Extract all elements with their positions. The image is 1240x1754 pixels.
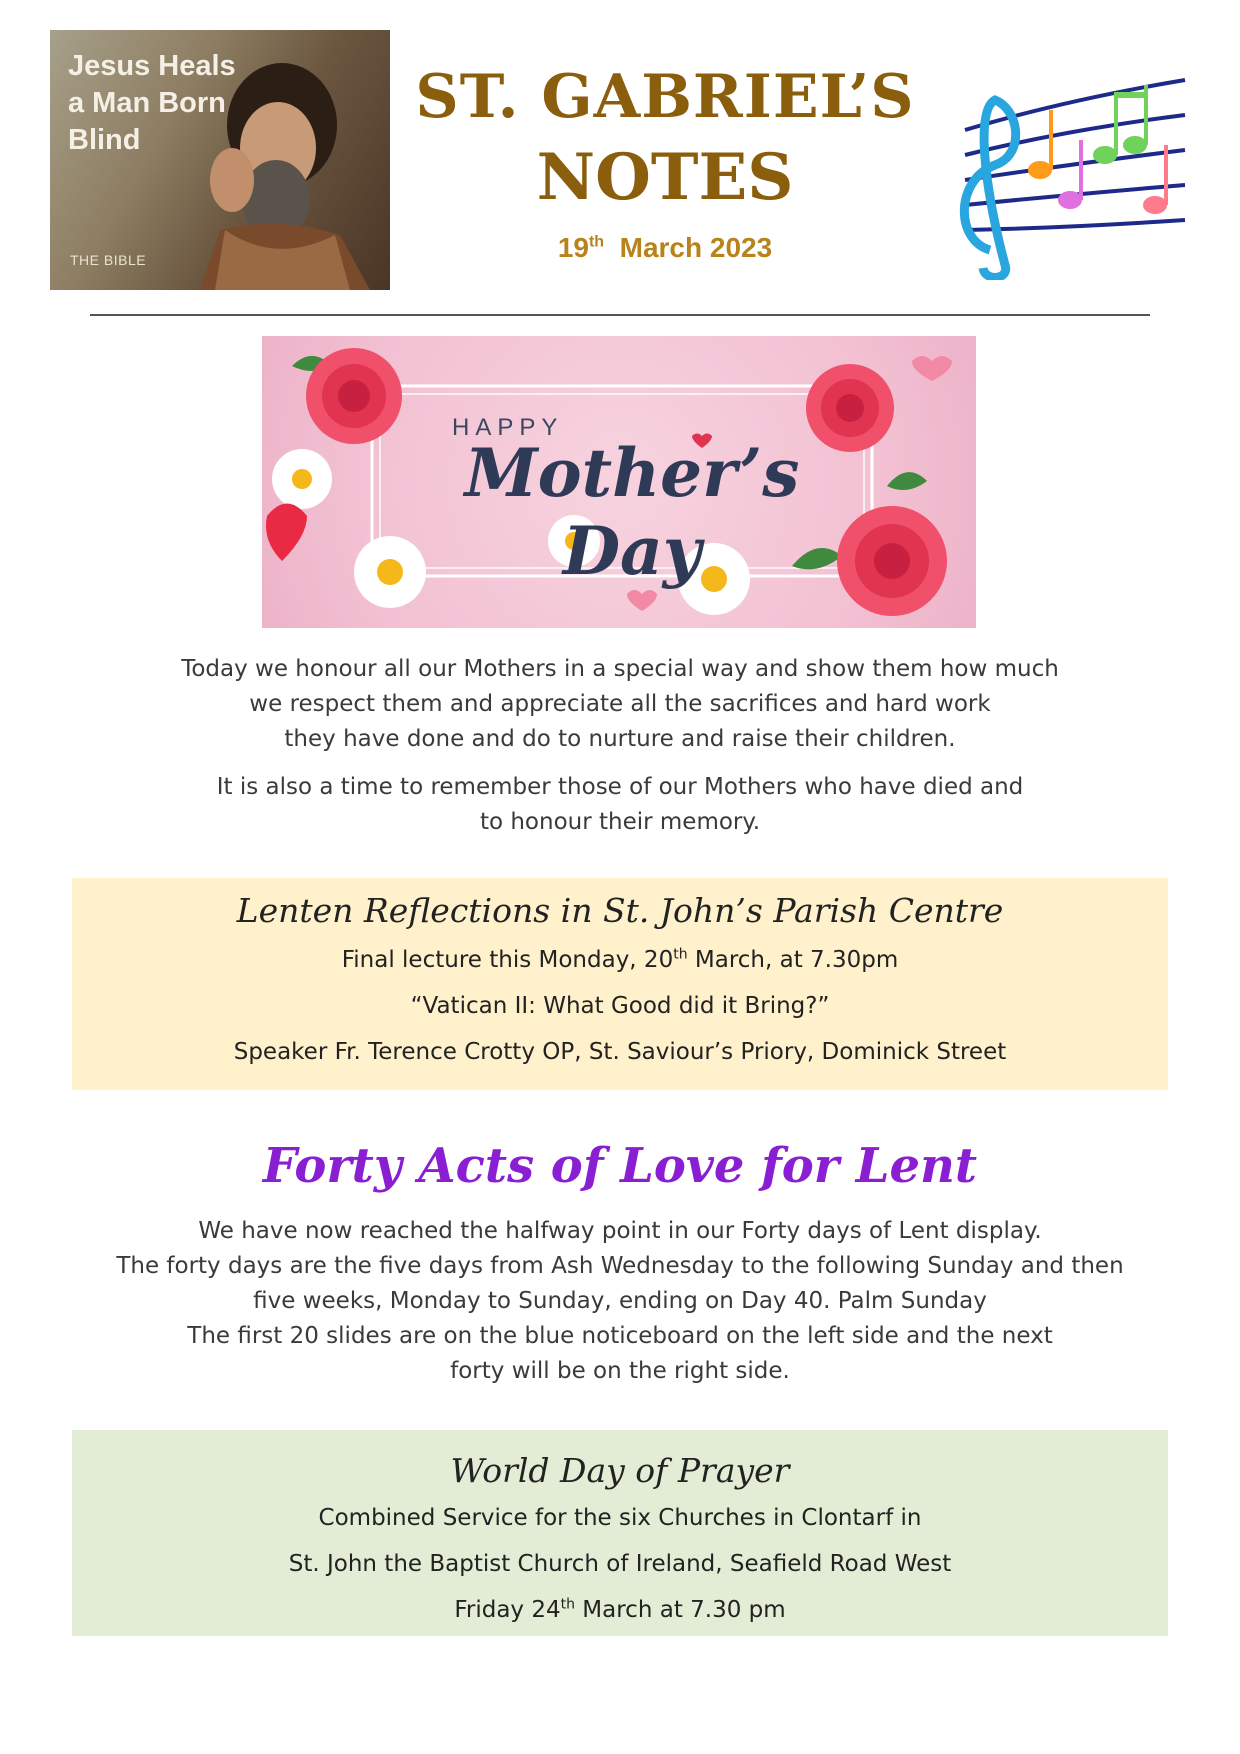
date-suffix: th [588, 233, 605, 251]
lenten-reflections-box [72, 878, 1168, 1090]
prayer-heading: World Day of Prayer [450, 1451, 790, 1490]
newsletter-title-line2: NOTES [536, 140, 794, 215]
date-rest: March 2023 [619, 232, 773, 263]
date-day: 19 [557, 232, 589, 263]
lenten-line-1-pre: Final lecture this Monday, 20 [341, 947, 674, 973]
prayer-line-3-post: March at 7.30 pm [574, 1597, 786, 1623]
newsletter-title-line1: ST. GABRIEL’S [415, 62, 915, 132]
paragraph-line: five weeks, Monday to Sunday, ending on Day 40. Palm Sunday [253, 1288, 987, 1314]
world-day-of-prayer-box [72, 1430, 1168, 1636]
paragraph-line: The first 20 slides are on the blue noticeboard on the left side and the next [187, 1323, 1053, 1349]
prayer-line-2: St. John the Baptist Church of Ireland, Seafield Road West [288, 1551, 952, 1577]
banner-happy-text: HAPPY [452, 414, 564, 441]
mothers-day-paragraph-2 [100, 770, 1140, 840]
issue-date [400, 232, 930, 264]
lenten-heading: Lenten Reflections in St. John’s Parish Centre [236, 891, 1004, 930]
header-divider [90, 314, 1150, 316]
image-caption-line: Blind [68, 124, 141, 156]
forty-acts-paragraph [100, 1214, 1140, 1389]
paragraph-line: we respect them and appreciate all the sacrifices and hard work [249, 691, 991, 717]
prayer-line-1: Combined Service for the six Churches in Clontarf in [318, 1505, 922, 1531]
image-caption-line: Jesus Heals [68, 50, 236, 82]
image-tag: THE BIBLE [70, 252, 147, 268]
paragraph-line: forty will be on the right side. [450, 1358, 790, 1384]
paragraph-line: to honour their memory. [479, 809, 761, 835]
lenten-line-1-post: March, at 7.30pm [687, 947, 899, 973]
music-notes-icon [935, 70, 1195, 280]
paragraph-line: We have now reached the halfway point in our Forty days of Lent display. [198, 1218, 1042, 1244]
paragraph-line: they have done and do to nurture and raise their children. [284, 726, 956, 752]
paragraph-line: Today we honour all our Mothers in a special way and show them how much [181, 656, 1059, 682]
paragraph-line: It is also a time to remember those of our Mothers who have died and [216, 774, 1024, 800]
lenten-line-3: Speaker Fr. Terence Crotty OP, St. Saviour’s Priory, Dominick Street [233, 1039, 1007, 1065]
lenten-line-1-sup: th [673, 946, 688, 963]
mothers-day-banner [262, 336, 976, 628]
paragraph-line: The forty days are the five days from Ash Wednesday to the following Sunday and then [116, 1253, 1124, 1279]
mothers-day-paragraph-1 [100, 652, 1140, 757]
forty-acts-heading: Forty Acts of Love for Lent [262, 1138, 978, 1194]
banner-mothers-day-text: Mother’s Day [464, 434, 800, 590]
lenten-line-2: “Vatican II: What Good did it Bring?” [410, 993, 830, 1019]
image-caption [68, 48, 236, 159]
lenten-line-1 [72, 944, 1168, 976]
prayer-line-3 [72, 1594, 1168, 1626]
header-bible-image [50, 30, 390, 290]
image-caption-line: a Man Born [68, 87, 226, 119]
prayer-line-3-sup: th [560, 1596, 575, 1613]
prayer-line-3-pre: Friday 24 [454, 1597, 561, 1623]
